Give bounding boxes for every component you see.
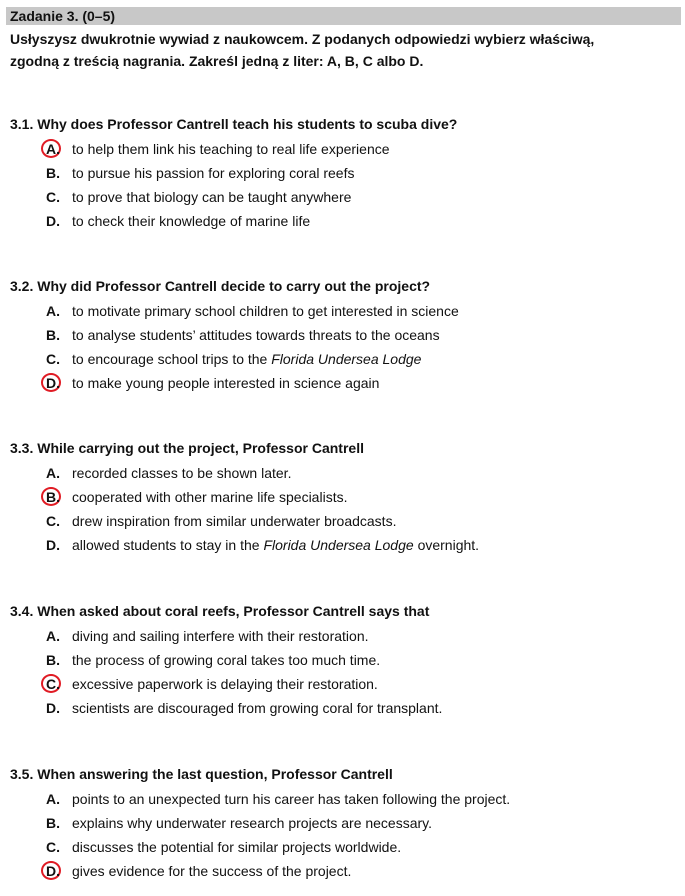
option-c[interactable] (10, 347, 678, 371)
option-d[interactable] (10, 859, 678, 883)
option-b[interactable] (10, 811, 678, 835)
option-a[interactable] (10, 787, 678, 811)
option-letter: B. (46, 489, 60, 505)
option-text: gives evidence for the success of the project. (72, 863, 352, 879)
task-instructions (10, 28, 678, 72)
question-title: 3.3. While carrying out the project, Professor Cantrell (10, 440, 364, 456)
option-text: to prove that biology can be taught anywhere (72, 189, 352, 205)
question-3-2 (10, 276, 678, 395)
option-b[interactable] (10, 648, 678, 672)
option-text: explains why underwater research projects are necessary. (72, 815, 433, 831)
question-3-3 (10, 438, 678, 557)
option-c[interactable] (10, 509, 678, 533)
option-text: points to an unexpected turn his career has taken following the project. (72, 791, 511, 807)
option-text: to motivate primary school children to get interested in science (72, 303, 459, 319)
question-title: 3.5. When answering the last question, Professor Cantrell (10, 766, 393, 782)
option-text: recorded classes to be shown later. (72, 465, 292, 481)
option-letter: A. (46, 303, 60, 319)
option-letter: D. (46, 537, 60, 553)
option-text: to check their knowledge of marine life (72, 213, 311, 229)
option-letter: D. (46, 375, 60, 391)
option-text: diving and sailing interfere with their restoration. (72, 628, 369, 644)
option-d[interactable] (10, 371, 678, 395)
option-letter: D. (46, 213, 60, 229)
option-text (72, 347, 421, 371)
option-text: to analyse students’ attitudes towards threats to the oceans (72, 327, 440, 343)
option-text: cooperated with other marine life specialists. (72, 489, 348, 505)
option-letter: D. (46, 700, 60, 716)
option-text-italic: Florida Undersea Lodge (263, 537, 414, 553)
option-text (72, 533, 479, 557)
option-text: drew inspiration from similar underwater broadcasts. (72, 513, 397, 529)
option-d[interactable] (10, 696, 678, 720)
option-a[interactable] (10, 461, 678, 485)
option-d[interactable] (10, 533, 678, 557)
option-text: discusses the potential for similar projects worldwide. (72, 839, 402, 855)
option-a[interactable] (10, 299, 678, 323)
instructions-line-2: zgodną z treścią nagrania. Zakreśl jedną z liter: A, B, C albo D. (10, 53, 424, 69)
option-letter: C. (46, 189, 60, 205)
option-text-main: allowed students to stay in the (72, 537, 260, 553)
option-text-main: to encourage school trips to the (72, 351, 268, 367)
option-letter: B. (46, 327, 60, 343)
option-b[interactable] (10, 161, 678, 185)
option-c[interactable] (10, 835, 678, 859)
question-3-1 (10, 114, 678, 233)
option-letter: D. (46, 863, 60, 879)
option-text: to pursue his passion for exploring coral reefs (72, 165, 355, 181)
option-letter: B. (46, 165, 60, 181)
option-letter: C. (46, 676, 60, 692)
option-text: to make young people interested in science again (72, 375, 380, 391)
question-title: 3.4. When asked about coral reefs, Professor Cantrell says that (10, 603, 430, 619)
option-a[interactable] (10, 624, 678, 648)
option-letter: A. (46, 141, 60, 157)
question-title: 3.2. Why did Professor Cantrell decide to carry out the project? (10, 278, 431, 294)
option-letter: C. (46, 839, 60, 855)
option-letter: B. (46, 652, 60, 668)
option-text: the process of growing coral takes too much time. (72, 652, 381, 668)
option-letter: B. (46, 815, 60, 831)
question-3-5 (10, 764, 678, 883)
option-c[interactable] (10, 185, 678, 209)
option-c[interactable] (10, 672, 678, 696)
option-text-italic: Florida Undersea Lodge (271, 351, 422, 367)
option-letter: C. (46, 351, 60, 367)
option-b[interactable] (10, 323, 678, 347)
option-a[interactable] (10, 137, 678, 161)
option-letter: A. (46, 465, 60, 481)
option-text: scientists are discouraged from growing coral for transplant. (72, 700, 443, 716)
option-letter: A. (46, 628, 60, 644)
option-text-after: overnight. (417, 537, 480, 553)
option-letter: A. (46, 791, 60, 807)
task-title: Zadanie 3. (0–5) (10, 8, 116, 24)
option-letter: C. (46, 513, 60, 529)
option-text: excessive paperwork is delaying their restoration. (72, 676, 378, 692)
option-text: to help them link his teaching to real life experience (72, 141, 390, 157)
instructions-line-1: Usłyszysz dwukrotnie wywiad z naukowcem. Z podanych odpowiedzi wybierz właściwą, (10, 31, 595, 47)
question-title: 3.1. Why does Professor Cantrell teach his students to scuba dive? (10, 116, 458, 132)
question-3-4 (10, 601, 678, 720)
option-b[interactable] (10, 485, 678, 509)
option-d[interactable] (10, 209, 678, 233)
